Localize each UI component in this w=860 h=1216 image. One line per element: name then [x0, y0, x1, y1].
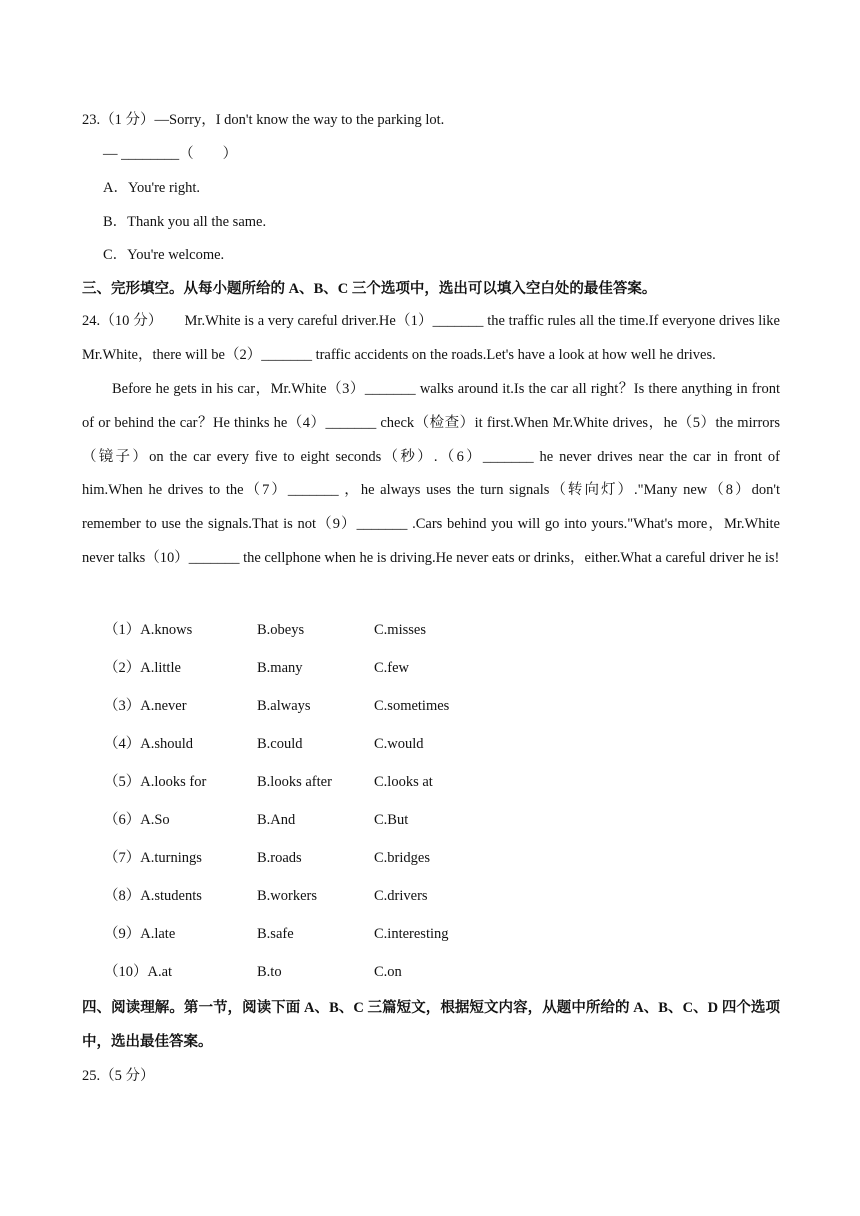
q24-passage-paragraph-2 [82, 373, 780, 576]
q24-passage-text-1: 24.（10 分） Mr.White is a very careful driver.He（1）_______ the traffic rules all the time.If everyone drives like Mr.White，there will be（2）_______ traffic accidents on the roads.Let's have a look at how well he drives. [82, 313, 780, 363]
option-c: C.drivers [374, 888, 428, 904]
q23-answer-line: — ________（ ） [103, 146, 238, 162]
q24-passage-text-2: Before he gets in his car，Mr.White（3）_______ walks around it.Is the car all right？Is there anything in front of or behind the car？He thinks he（4）_______ check（检查）it first.When Mr.White drives，he（5）the mirrors（镜子）on the car every five to eight seconds（秒）.（6）_______ he never drives near the car in front of him.When he drives to the（7）_______ ，he always uses the turn signals（转向灯）."Many new（8）don't remember to use the signals.That is not（9）_______ .Cars behind you will go into yours."What's more，Mr.White never talks（10）_______ the cellphone when he is driving.He never eats or drinks，either.What a careful driver he is! [82, 381, 780, 566]
option-b: B.workers [257, 888, 318, 904]
option-a: （5）A.looks for [104, 774, 207, 790]
option-b: B.safe [257, 926, 294, 942]
option-b: B.to [257, 964, 282, 980]
option-c: C.looks at [374, 774, 433, 790]
option-c: C.misses [374, 622, 426, 638]
option-a: （7）A.turnings [104, 850, 202, 866]
option-a: （2）A.little [104, 660, 181, 676]
q23-stem: 23.（1 分）—Sorry，I don't know the way to the parking lot. [82, 112, 445, 128]
q25-stem: 25.（5 分） [82, 1068, 155, 1084]
option-a: （3）A.never [104, 698, 187, 714]
option-a: （1）A.knows [104, 622, 193, 638]
option-c: C.But [374, 812, 409, 828]
option-c: C.would [374, 736, 424, 752]
section3-heading: 三、完形填空。从每小题所给的 A、B、C 三个选项中，选出可以填入空白处的最佳答案。 [82, 281, 657, 297]
q23-option-b: B．Thank you all the same. [103, 214, 267, 230]
option-a: （6）A.So [104, 812, 170, 828]
option-c: C.few [374, 660, 410, 676]
q23-option-a: A．You're right. [103, 180, 201, 196]
option-a: （10）A.at [104, 964, 173, 980]
option-b: B.looks after [257, 774, 332, 790]
option-c: C.sometimes [374, 698, 450, 714]
option-b: B.roads [257, 850, 302, 866]
option-c: C.on [374, 964, 402, 980]
option-b: B.obeys [257, 622, 305, 638]
q23-option-c: C．You're welcome. [103, 247, 225, 263]
section4-heading [82, 991, 780, 1059]
option-b: B.many [257, 660, 303, 676]
option-c: C.bridges [374, 850, 430, 866]
option-a: （4）A.should [104, 736, 194, 752]
q24-passage-paragraph-1 [82, 305, 780, 373]
option-c: C.interesting [374, 926, 449, 942]
option-a: （9）A.late [104, 926, 176, 942]
option-b: B.could [257, 736, 303, 752]
section4-heading-text: 四、阅读理解。第一节，阅读下面 A、B、C 三篇短文，根据短文内容，从题中所给的 A、B、C、D 四个选项中，选出最佳答案。 [82, 1000, 780, 1050]
option-a: （8）A.students [104, 888, 202, 904]
option-b: B.always [257, 698, 311, 714]
option-b: B.And [257, 812, 296, 828]
